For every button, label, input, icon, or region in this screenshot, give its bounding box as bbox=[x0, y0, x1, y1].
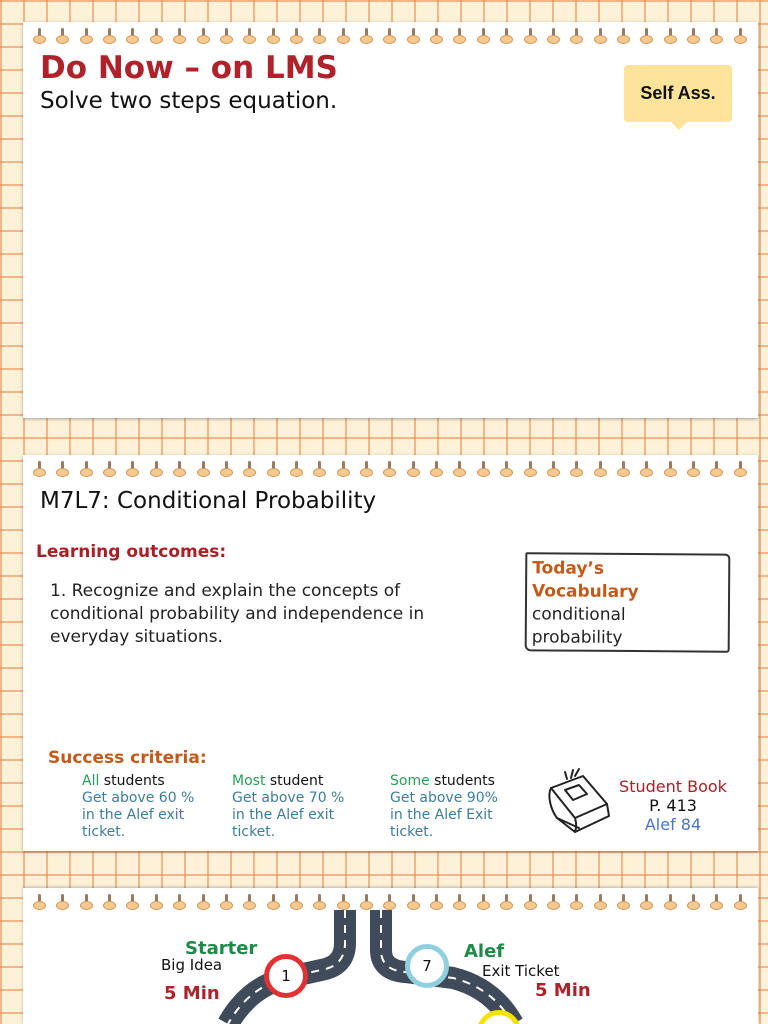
roadmap-slide bbox=[23, 888, 758, 1024]
vocabulary-title-line2: Vocabulary bbox=[532, 581, 639, 603]
binding-ring-icon bbox=[267, 461, 281, 479]
binding-ring-icon bbox=[383, 461, 397, 479]
binding-ring-icon bbox=[103, 28, 117, 46]
spiral-binding bbox=[33, 461, 748, 479]
binding-ring-icon bbox=[687, 28, 701, 46]
binding-ring-icon bbox=[267, 28, 281, 46]
binding-ring-icon bbox=[197, 461, 211, 479]
do-now-slide bbox=[23, 22, 758, 418]
binding-ring-icon bbox=[126, 28, 140, 46]
binding-ring-icon bbox=[337, 28, 351, 46]
stage-node-1: 1 bbox=[264, 954, 308, 998]
binding-ring-icon bbox=[687, 461, 701, 479]
binding-ring-icon bbox=[103, 461, 117, 479]
criteria-some bbox=[390, 773, 515, 841]
criteria-who: students bbox=[99, 773, 165, 789]
binding-ring-icon bbox=[220, 461, 234, 479]
binding-ring-icon bbox=[150, 28, 164, 46]
criteria-who: student bbox=[265, 773, 324, 789]
binding-ring-icon bbox=[243, 461, 257, 479]
binding-ring-icon bbox=[290, 28, 304, 46]
success-criteria-heading: Success criteria: bbox=[48, 748, 207, 768]
binding-ring-icon bbox=[313, 28, 327, 46]
binding-ring-icon bbox=[734, 461, 748, 479]
binding-ring-icon bbox=[664, 461, 678, 479]
binding-ring-icon bbox=[407, 28, 421, 46]
spiral-binding bbox=[33, 28, 748, 46]
criteria-group: Some bbox=[390, 773, 430, 789]
stage-starter-minutes: 5 Min bbox=[164, 983, 220, 1004]
learning-outcomes-heading: Learning outcomes: bbox=[36, 542, 227, 562]
criteria-who: students bbox=[429, 773, 495, 789]
binding-ring-icon bbox=[640, 461, 654, 479]
binding-ring-icon bbox=[56, 461, 70, 479]
vocabulary-box bbox=[525, 552, 731, 652]
road-graphic bbox=[23, 888, 758, 1024]
binding-ring-icon bbox=[337, 461, 351, 479]
binding-ring-icon bbox=[570, 28, 584, 46]
binding-ring-icon bbox=[360, 28, 374, 46]
binding-ring-icon bbox=[220, 28, 234, 46]
do-now-title: Do Now – on LMS bbox=[40, 50, 338, 86]
binding-ring-icon bbox=[243, 28, 257, 46]
binding-ring-icon bbox=[453, 28, 467, 46]
binding-ring-icon bbox=[547, 28, 561, 46]
binding-ring-icon bbox=[173, 28, 187, 46]
binding-ring-icon bbox=[360, 461, 374, 479]
book-ref-line3: Alef 84 bbox=[644, 815, 702, 834]
binding-ring-icon bbox=[197, 28, 211, 46]
binding-ring-icon bbox=[734, 28, 748, 46]
binding-ring-icon bbox=[150, 461, 164, 479]
criteria-group: Most bbox=[232, 773, 266, 789]
student-book-reference bbox=[608, 777, 738, 834]
binding-ring-icon bbox=[173, 461, 187, 479]
vocabulary-title-line1: Today’s bbox=[532, 558, 605, 579]
binding-ring-icon bbox=[500, 28, 514, 46]
binding-ring-icon bbox=[617, 28, 631, 46]
binding-ring-icon bbox=[594, 461, 608, 479]
binding-ring-icon bbox=[500, 461, 514, 479]
self-assessment-callout: Self Ass. bbox=[624, 65, 732, 122]
binding-ring-icon bbox=[664, 28, 678, 46]
book-ref-line1: Student Book bbox=[619, 777, 727, 796]
binding-ring-icon bbox=[524, 461, 538, 479]
criteria-text: Get above 70 % in the Alef exit ticket. bbox=[232, 790, 345, 840]
binding-ring-icon bbox=[710, 28, 724, 46]
binding-ring-icon bbox=[570, 461, 584, 479]
criteria-group: All bbox=[82, 773, 100, 789]
binding-ring-icon bbox=[617, 461, 631, 479]
binding-ring-icon bbox=[126, 461, 140, 479]
lesson-title: M7L7: Conditional Probability bbox=[40, 488, 377, 514]
stage-alef-name: Alef bbox=[464, 941, 505, 962]
vocabulary-term-line1: conditional bbox=[531, 604, 626, 625]
book-icon bbox=[543, 766, 617, 840]
binding-ring-icon bbox=[383, 28, 397, 46]
lesson-slide bbox=[23, 455, 758, 851]
criteria-most bbox=[232, 773, 357, 841]
binding-ring-icon bbox=[33, 28, 47, 46]
binding-ring-icon bbox=[290, 461, 304, 479]
binding-ring-icon bbox=[56, 28, 70, 46]
stage-alef-minutes: 5 Min bbox=[535, 980, 591, 1001]
binding-ring-icon bbox=[477, 461, 491, 479]
binding-ring-icon bbox=[547, 461, 561, 479]
binding-ring-icon bbox=[453, 461, 467, 479]
criteria-text: Get above 60 % in the Alef exit ticket. bbox=[82, 790, 195, 840]
stage-alef-sub: Exit Ticket bbox=[482, 962, 560, 980]
binding-ring-icon bbox=[430, 461, 444, 479]
binding-ring-icon bbox=[80, 28, 94, 46]
do-now-subtitle: Solve two steps equation. bbox=[40, 88, 338, 114]
binding-ring-icon bbox=[430, 28, 444, 46]
criteria-text: Get above 90% in the Alef Exit ticket. bbox=[390, 790, 498, 840]
binding-ring-icon bbox=[524, 28, 538, 46]
book-ref-line2: P. 413 bbox=[649, 796, 697, 815]
binding-ring-icon bbox=[477, 28, 491, 46]
stage-node-7: 7 bbox=[405, 944, 449, 988]
binding-ring-icon bbox=[313, 461, 327, 479]
binding-ring-icon bbox=[33, 461, 47, 479]
criteria-all bbox=[82, 773, 207, 841]
stage-starter-name: Starter bbox=[185, 938, 258, 959]
learning-outcome-item: 1. Recognize and explain the concepts of conditional probability and independence in everyday situations. bbox=[50, 581, 425, 647]
binding-ring-icon bbox=[594, 28, 608, 46]
binding-ring-icon bbox=[640, 28, 654, 46]
stage-starter-sub: Big Idea bbox=[161, 956, 223, 974]
binding-ring-icon bbox=[710, 461, 724, 479]
vocabulary-term-line2: probability bbox=[531, 627, 623, 648]
binding-ring-icon bbox=[407, 461, 421, 479]
binding-ring-icon bbox=[80, 461, 94, 479]
